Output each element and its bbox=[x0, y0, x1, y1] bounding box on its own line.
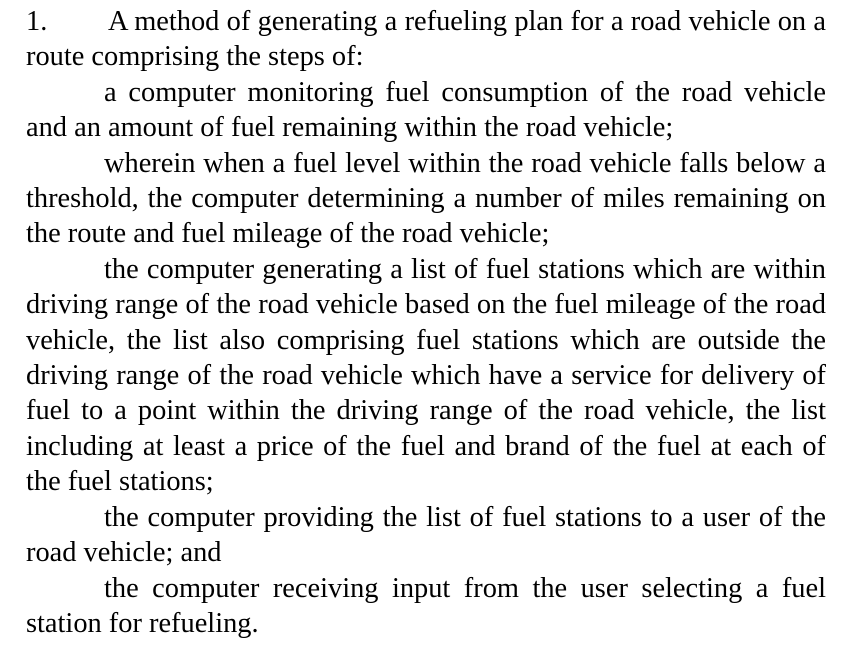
claim-step-monitoring: a computer monitoring fuel consumption of the road vehicle and an amount of fuel remaining within the road vehicle; bbox=[26, 76, 826, 144]
claim-step-receiving-input: the computer receiving input from the user selecting a fuel station for refueling. bbox=[26, 572, 826, 639]
claim-document bbox=[26, 4, 826, 641]
claim-step-providing-list: the computer providing the list of fuel stations to a user of the road vehicle; and bbox=[26, 501, 826, 569]
claim-number: 1. bbox=[26, 6, 48, 37]
claim-heading bbox=[26, 4, 826, 75]
claim-step-threshold: wherein when a fuel level within the road vehicle falls below a threshold, the computer determining a number of miles remaining on the route and fuel mileage of the road vehicle; bbox=[26, 147, 826, 250]
claim-preamble: A method of generating a refueling plan for a road vehicle on a route comprising the steps of: bbox=[26, 6, 826, 73]
claim-step-generating-list: the computer generating a list of fuel stations which are within driving range of the road vehicle based on the fuel mileage of the road vehicle, the list also comprising fuel stations which are outside the driving range of the road vehicle which have a service for delivery of fuel to a point within the driving range of the road vehicle, the list including at least a price of the fuel and brand of the fuel at each of the fuel stations; bbox=[26, 253, 826, 498]
